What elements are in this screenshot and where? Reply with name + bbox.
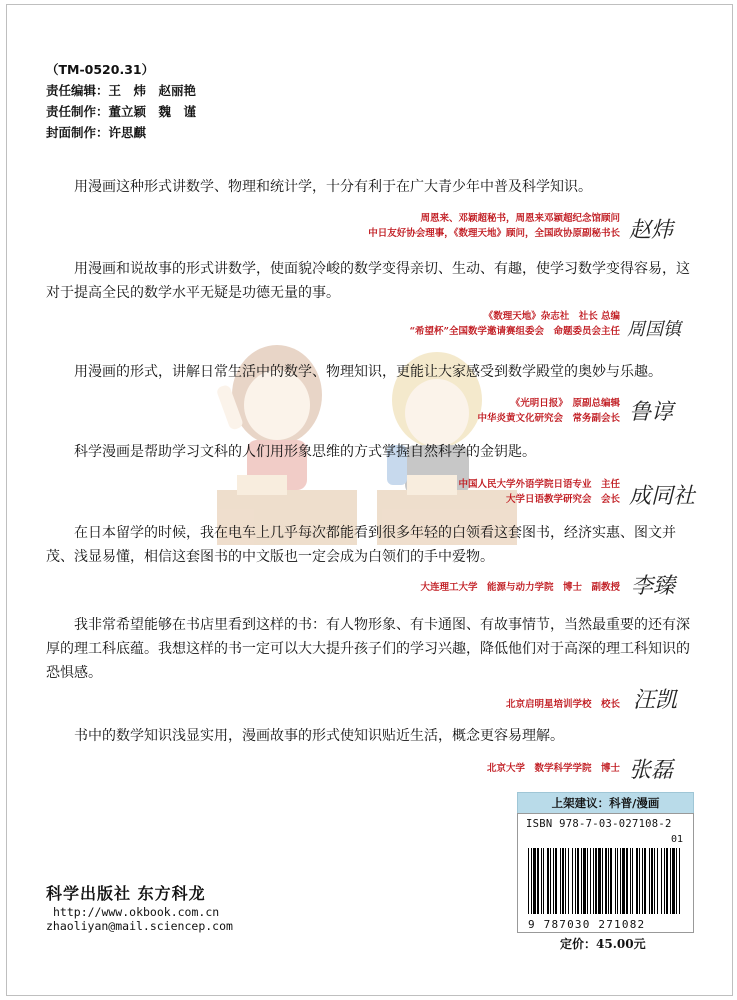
production-credit: 责任制作：董立颖 魏 谨: [46, 104, 197, 119]
website-link[interactable]: http://www.okbook.com.cn: [53, 905, 220, 919]
signature: 张磊: [629, 758, 674, 783]
endorsement-attribution: 周恩来、邓颖超秘书，周恩来邓颖超纪念馆顾问 中日友好协会理事，《数理天地》顾问，全国政协原副秘书长: [368, 213, 620, 239]
isbn-suffix: 01: [670, 834, 683, 845]
endorsement-text: 书中的数学知识浅显实用，漫画故事的形式使知识贴近生活，概念更容易理解。: [74, 728, 564, 744]
endorsement-attribution: 《光明日报》 原副总编辑 中华炎黄文化研究会 常务副会长: [477, 398, 620, 424]
signature: 成同社: [629, 484, 696, 509]
endorsement-text: 用漫画的形式，讲解日常生活中的数学、物理知识，更能让大家感受到数学殿堂的奥妙与乐趣。: [74, 364, 662, 380]
signature: 汪凯: [633, 688, 678, 713]
endorsement-text: 用漫画和说故事的形式讲数学，使面貌冷峻的数学变得亲切、生动、有趣，使学习数学变得容易，这对于提高全民的数学水平无疑是功德无量的事。: [46, 261, 690, 301]
endorsement-attribution: 北京大学 数学科学学院 博士: [486, 763, 620, 774]
publisher-name: 科学出版社 东方科龙: [46, 884, 206, 903]
endorsement-attribution: 《数理天地》杂志社 社长 总编 “希望杯”全国数学邀请赛组委会 命题委员会主任: [409, 311, 620, 337]
book-code: （TM-0520.31）: [46, 62, 155, 77]
cover-credit: 封面制作：许思麒: [46, 125, 147, 140]
editor-credit: 责任编辑：王 炜 赵丽艳: [46, 83, 197, 98]
isbn-barcode: [517, 813, 694, 933]
endorsement-attribution: 北京启明星培训学校 校长: [505, 699, 620, 710]
endorsement-text: 用漫画这种形式讲数学、物理和统计学，十分有利于在广大青少年中普及科学知识。: [74, 179, 592, 195]
endorsement-text: 我非常希望能够在书店里看到这样的书：有人物形象、有卡通图、有故事情节，当然最重要的还有深厚的理工科底蕴。我想这样的书一定可以大大提升孩子们的学习兴趣，降低他们对于高深的理工科知识的恐惧感。: [46, 617, 690, 681]
barcode-icon: [526, 848, 684, 916]
signature: 李臻: [631, 574, 676, 599]
shelf-category: 上架建议：科普/漫画: [517, 792, 694, 814]
endorsement-text: 在日本留学的时候，我在电车上几乎每次都能看到很多年轻的白领看这套图书，经济实惠、图文并茂、浅显易懂，相信这套图书的中文版也一定会成为白领们的手中爱物。: [46, 525, 676, 565]
endorsement-attribution: 中国人民大学外语学院日语专业 主任 大学日语教学研究会 会长: [458, 479, 620, 505]
isbn-number: ISBN 978-7-03-027108-2: [526, 818, 672, 830]
endorsement-attribution: 大连理工大学 能源与动力学院 博士 副教授: [420, 582, 620, 593]
signature: 赵炜: [629, 218, 674, 243]
barcode-digits: 9 787030 271082: [528, 918, 646, 931]
email-link[interactable]: zhaoliyan@mail.sciencep.com: [46, 919, 233, 933]
back-cover: [6, 4, 733, 996]
endorsement-text: 科学漫画是帮助学习文科的人们用形象思维的方式掌握自然科学的金钥匙。: [74, 444, 536, 460]
price: 定价：45.00元: [560, 937, 646, 951]
signature: 鲁谆: [629, 400, 674, 425]
credits-block: [46, 59, 196, 143]
signature: 周国镇: [627, 319, 681, 340]
